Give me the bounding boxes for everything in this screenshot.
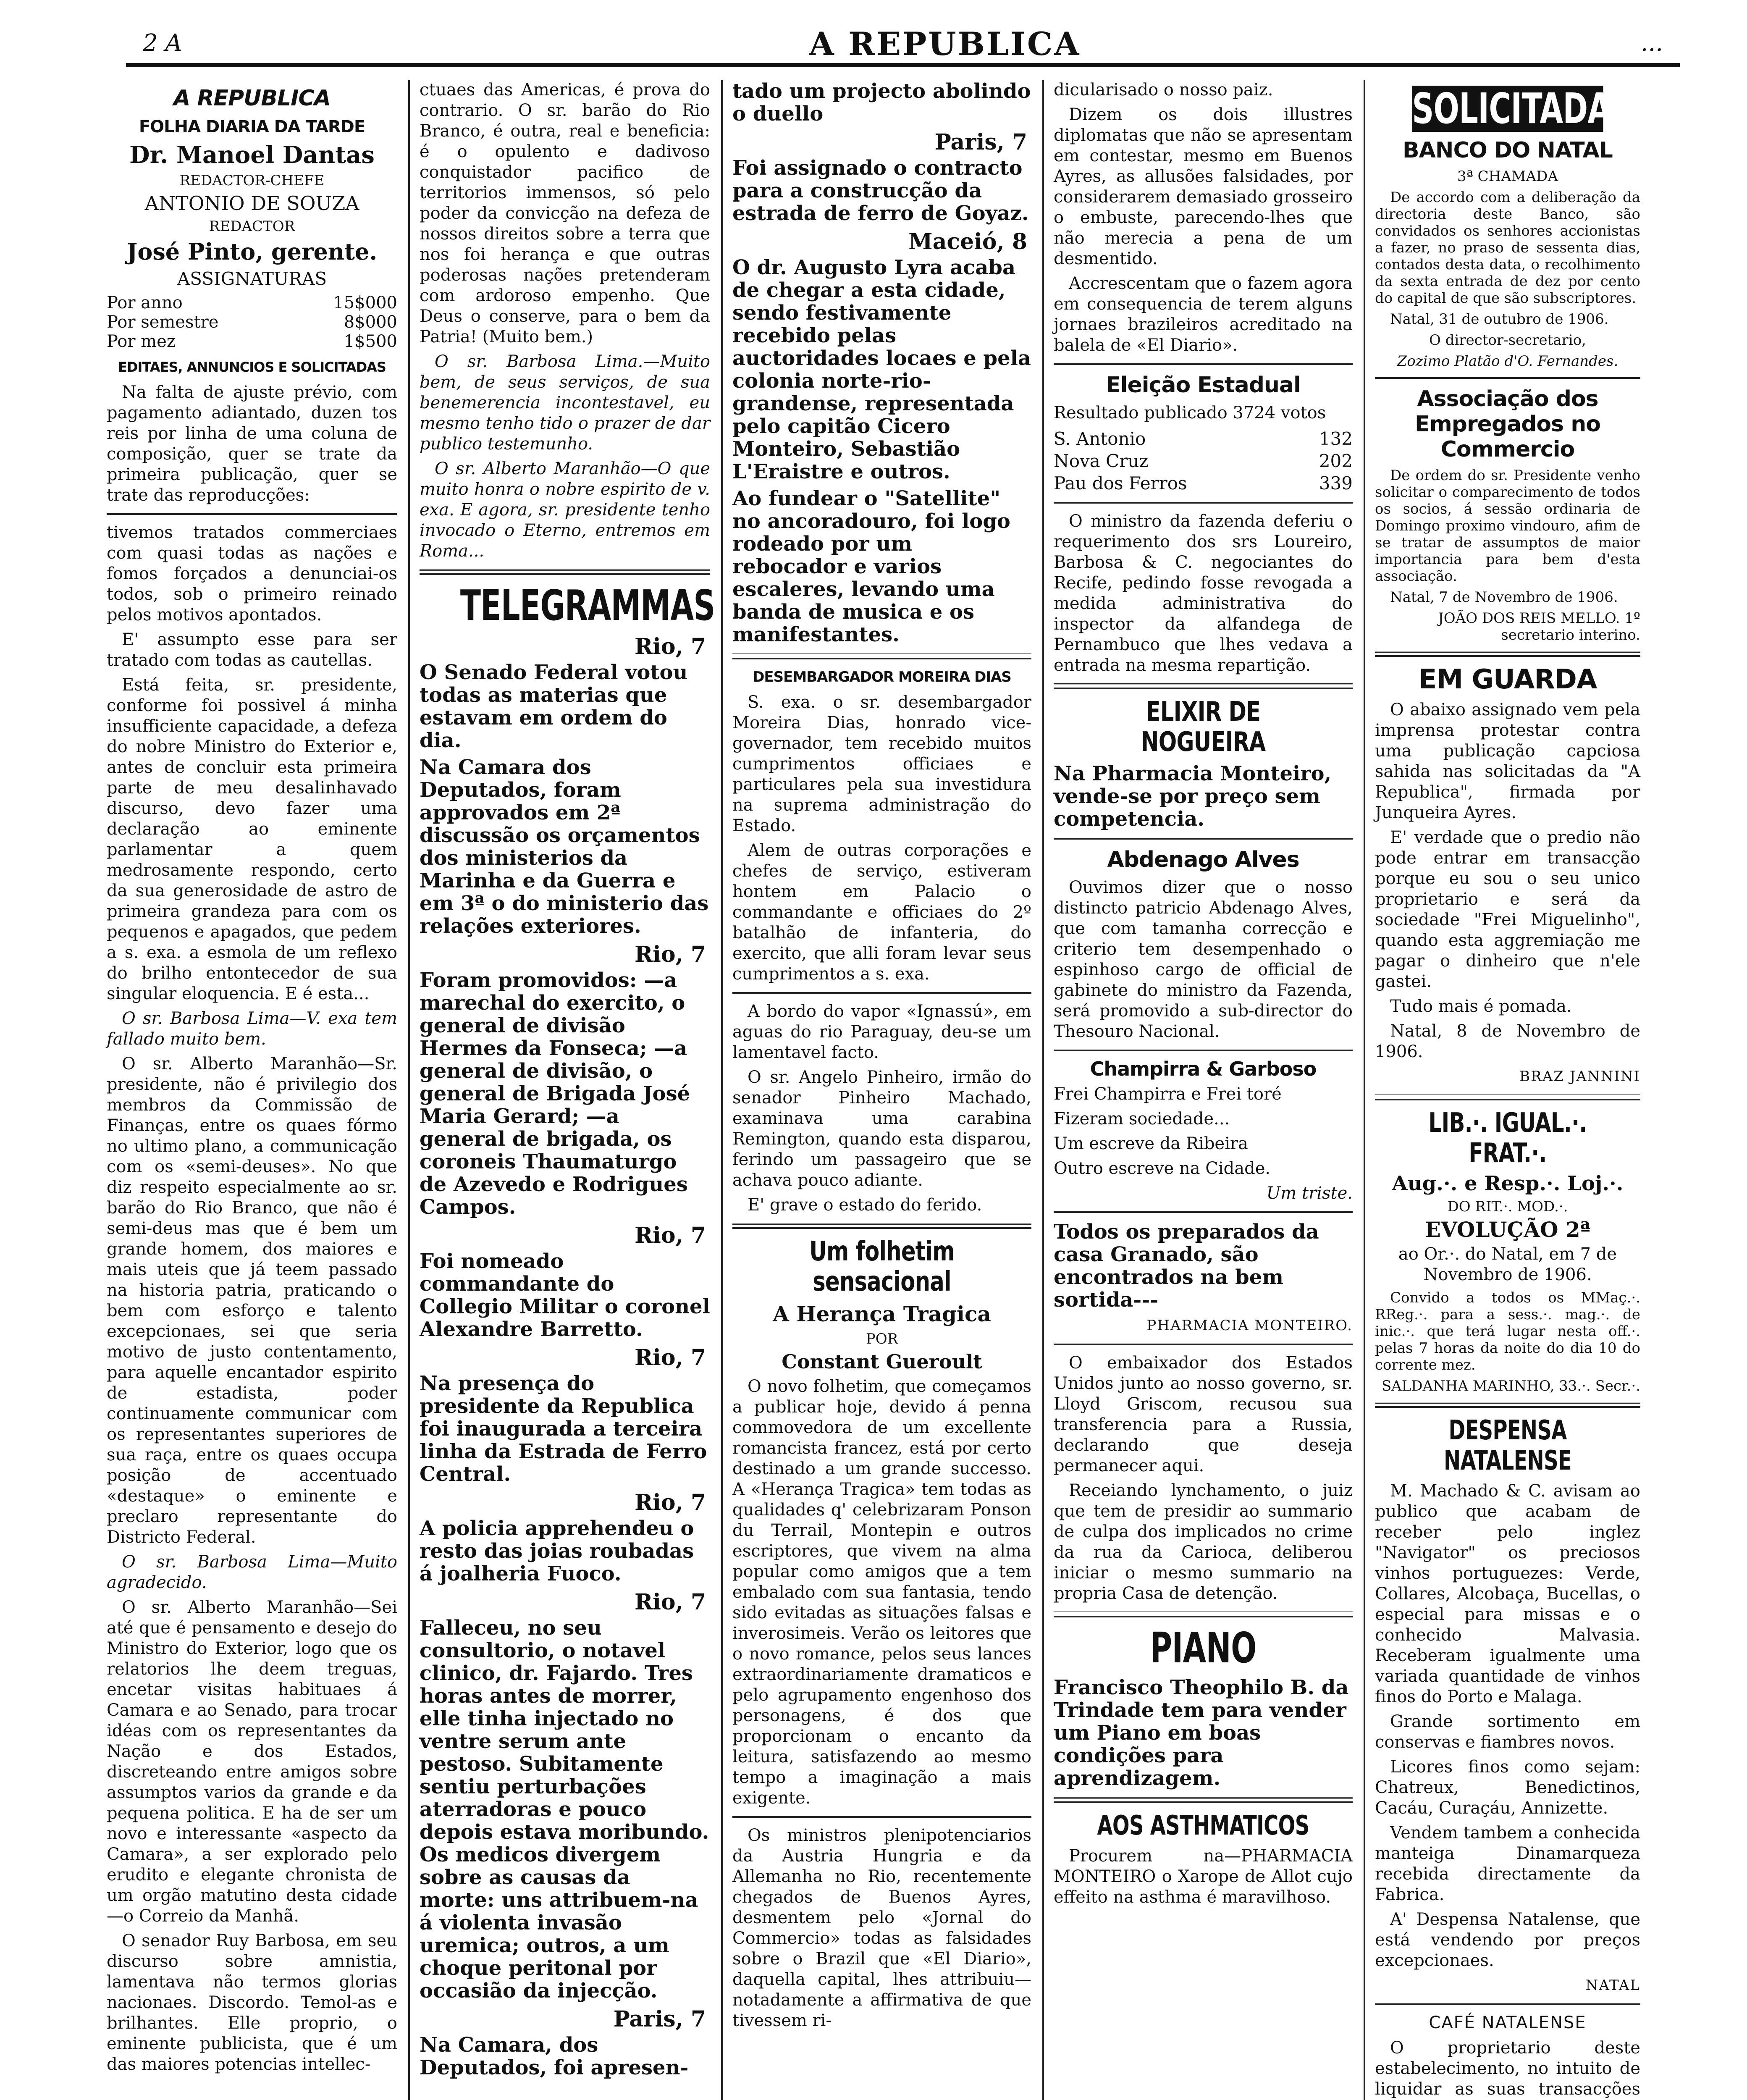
column-rule [721, 80, 723, 2100]
banco-signature: Zozimo Platão d'O. Fernandes. [1397, 353, 1618, 370]
telegrams-title: TELEGRAMMAS [460, 581, 715, 630]
divider [1054, 1344, 1353, 1345]
column-rule [408, 80, 410, 2100]
guarda-signature: BRAZ JANNINI [1519, 1068, 1640, 1085]
article-paragraph: O sr. Barbosa Lima.—Muito bem, de seus serviços, de sua benemerencia incontestavel, eu mesmo tenho tido o prazer de dar publico testemunho. [420, 352, 710, 454]
article-paragraph: Tudo mais é pomada. [1390, 997, 1572, 1016]
divider [1054, 1050, 1353, 1051]
column-4 [1048, 80, 1359, 2100]
telegram-place: Rio, 7 [634, 942, 706, 967]
editor-role: REDACTOR [209, 218, 295, 235]
evolucao-signature: SALDANHA MARINHO, 33.·. Secr.·. [1381, 1378, 1640, 1394]
telegram-text: O dr. Augusto Lyra acaba de chegar a esta cidade, sendo festivamente recebido pelas auctoridades locaes e pela colonia norte-rio-grandense, representada pelo capitão Cicero Monteiro, Sebastião L'Eraistre e outros. [732, 256, 1031, 483]
eleicao-intro: Resultado publicado 3724 votos [1054, 403, 1326, 423]
chamada-label: 3ª CHAMADA [1457, 168, 1558, 185]
article-paragraph: E' grave o estado do ferido. [748, 1195, 982, 1215]
column-3 [727, 80, 1037, 2100]
article-paragraph: O sr. Angelo Pinheiro, irmão do senador Pinheiro Machado, examinava uma carabina Remington, quando esta disparou, ferindo um passageiro que se achava pouco adiante. [732, 1068, 1031, 1190]
divider [732, 992, 1031, 994]
poem [1054, 1084, 1353, 1179]
telegram-text: A policia apprehendeu o resto das joias roubadas á joalheria Fuoco. [420, 1517, 694, 1586]
article-paragraph: O sr. Alberto Maranhão—Sr. presidente, não é privilegio dos membros da Commissão de Finanças, entre os quaes fórmo no ultimo plano, a communicação com os «semi-deuses». No que diz respeito especialmente ao sr. barão do Rio Branco, que não é semi-deus mas que é bem um grande homem, dos maiores e mais uteis que já teem passado na historia patria, praticando o bem com esforço e talento excepcionaes, sei que seria motivo de justo contentamento, para aquelle encantador espirito de estadista, poder continuamente communicar com os representantes superiores de sua raça, entre os quaes occupa posição de accentuado «destaque» o eminente e preclaro representante do Districto Federal. [107, 1054, 397, 1547]
elixir-text: Na Pharmacia Monteiro, vende-se por preço sem competencia. [1054, 762, 1332, 831]
asthma-title: AOS ASTHMATICOS [1097, 1810, 1309, 1841]
article-paragraph: tivemos tratados commerciaes com quasi todas as nações e fomos forçados a denunciai-os todos, sob o primeiro reinado pelos motivos apontados. [107, 523, 397, 625]
manager-name: José Pinto, gerente. [126, 238, 378, 265]
granado-text: Todos os preparados da casa Granado, são encontrados na bem sortida--- [1054, 1220, 1319, 1312]
article-paragraph: O sr. Alberto Maranhão—O que muito honra o nobre espirito de v. exa. E agora, sr. presidente tenho invocado o Eterno, entremos em Roma... [420, 459, 710, 561]
divider [1054, 683, 1353, 689]
folhetim-author: Constant Gueroult [782, 1350, 982, 1373]
telegram-place: Rio, 7 [634, 634, 706, 659]
poem-line: Um escreve da Ribeira [1054, 1134, 1248, 1153]
votes-row: Pau dos Ferros 339 [1054, 473, 1353, 494]
article-paragraph: ctuaes das Americas, é prova do contrario. O sr. barão do Rio Branco, é outra, real e beneficia: é o opulento e dadivoso conquistador pacifico de territorios immensos, só pelo poder da convicção na defeza de nossos direitos sobre a terra que nos foi herança e que outras poderosas nações pretenderam com ardoroso empenho. Que Deus o conserve, para o bem da Patria! (Muito bem.) [420, 80, 710, 346]
granado-signature: PHARMACIA MONTEIRO. [1146, 1317, 1353, 1334]
telegram-text: Foi assignado o contracto para a construcção da estrada de ferro de Goyaz. [732, 156, 1029, 225]
article-paragraph: Está feita, sr. presidente, conforme foi possivel á minha insufficiente capacidade, a defeza do nobre Ministro do Exterior e, antes de concluir esta primeira parte de meu desalinhavado discurso, devo fazer uma declaração ao eminente parlamentar a quem medrosamente respondo, certo da sua generosidade de astro de primeira grandeza para com os pequenos e apagados, que pedem a s. exa. a esmola de um reflexo do brilho entontecedor de sua singular eloquencia. E é esta... [107, 675, 397, 1003]
article-paragraph: Procurem na—PHARMACIA MONTEIRO o Xarope de Allot cujo effeito na asthma é maravilhoso. [1054, 1846, 1353, 1907]
telegram-place: Rio, 7 [634, 1589, 706, 1615]
divider [732, 654, 1031, 659]
article-paragraph: O sr. Barbosa Lima—V. exa tem fallado muito bem. [107, 1009, 397, 1049]
price-row: Por anno 15$000 [107, 293, 397, 312]
article-paragraph: O sr. Alberto Maranhão—Sei até que é pensamento e desejo do Ministro do Exterior, logo que os relatorios lhe deem treguas, encetar visitas habituaes á Camara e ao Senado, para trocar idéas com os representantes da Nação e dos Estados, discreteando entre amigos sobre assumptos varios da grande e da pequena politica. E ha de ser um novo e interessante «aspecto da Camara», a ser explorado pelo erudito e elegante chronista de um orgão matutino desta cidade—o Correio da Manhã. [107, 1598, 397, 1926]
associacao-date: Natal, 7 de Novembro de 1906. [1390, 589, 1618, 606]
article-paragraph: S. exa. o sr. desembargador Moreira Dias, honrado vice-governador, tem recebido muitos cumprimentos officiaes e particulares pela sua investidura na suprema administração do Estado. [732, 693, 1031, 835]
telegram-place: Rio, 7 [634, 1223, 706, 1248]
director-name: Dr. Manoel Dantas [129, 141, 375, 169]
director-role: REDACTOR-CHEFE [179, 172, 325, 189]
banco-text: De accordo com a deliberação da directoria deste Banco, são convidados os senhores accionistas a fazer, no praso de sessenta dias, contados desta data, o recolhimento da sexta entrada de dez por cento do capital de que são subscriptores. [1375, 189, 1640, 307]
divider [1375, 2003, 1640, 2005]
article-paragraph: O embaixador dos Estados Unidos junto ao nosso governo, sr. Lloyd Griscom, recusou sua transferencia para a Russia, declarando que deseja permanecer aqui. [1054, 1353, 1353, 1475]
article-paragraph: dicularisado o nosso paiz. [1054, 80, 1273, 100]
article-paragraph: O ministro da fazenda deferiu o requerimento dos srs Loureiro, Barbosa & C. negociantes do Recife, pedindo fosse revogada a medida administrativa do inspector da alfandega de Pernambuco que lhes vedava a entrada na mesma repartição. [1054, 512, 1353, 675]
divider [1054, 1211, 1353, 1213]
editor-name: ANTONIO DE SOUZA [144, 192, 359, 215]
poem-line: Outro escreve na Cidade. [1054, 1159, 1271, 1178]
banco-title: BANCO DO NATAL [1403, 138, 1613, 163]
article-paragraph: A bordo do vapor «Ignassú», em aguas do rio Paraguay, deu-se um lamentavel facto. [732, 1002, 1031, 1062]
divider [420, 569, 710, 575]
article-paragraph: E' assumpto esse para ser tratado com todas as cautellas. [107, 630, 397, 670]
associacao-signature: JOÃO DOS REIS MELLO. 1º secretario interino. [1438, 610, 1640, 643]
header-right-text: ... [1640, 29, 1663, 57]
divider [1375, 1402, 1640, 1408]
divider [732, 1223, 1031, 1229]
abdenago-title: Abdenago Alves [1107, 847, 1299, 872]
evolucao-notice: Convido a todos os MMaç.·. RReg.·. para a sess.·. mag.·. de inic.·. que terá lugar nesta off.·. pelas 7 horas da noite do dia 10 do corrente mez. [1375, 1289, 1640, 1373]
telegram-text: Foi nomeado commandante do Collegio Militar o coronel Alexandre Barretto. [420, 1250, 710, 1341]
article-paragraph: A' Despensa Natalense, que está vendendo por preços excepcionaes. [1375, 1910, 1640, 1970]
votes-table [1054, 428, 1353, 494]
article-paragraph: Accrescentam que o fazem agora em consequencia de terem alguns jornaes brazileiros acreditado na balela de «El Diario». [1054, 274, 1353, 355]
article-paragraph: Vendem tambem a conhecida manteiga Dinamarqueza recebida directamente da Fabrica. [1375, 1823, 1640, 1904]
telegram-text: tado um projecto abolindo o duello [732, 80, 1031, 126]
piano-text: Francisco Theophilo B. da Trindade tem para vender um Piano em boas condições para aprendizagem. [1054, 1676, 1349, 1790]
votes-row: S. Antonio 132 [1054, 428, 1353, 449]
telegram-text: Na Camara, dos Deputados, foi apresen- [420, 2033, 689, 2079]
telegram-text: Na Camara dos Deputados, foram approvados em 2ª discussão os orçamentos dos ministerios da Marinha e da Guerra e em 3ª o do ministerio das relações exteriores. [420, 756, 709, 938]
divider [1054, 1612, 1353, 1617]
subscription-prices [107, 293, 397, 351]
poem-line: Fizeram sociedade... [1054, 1109, 1230, 1129]
article-paragraph: E' verdade que o predio não pode entrar em transacção porque eu sou o seu unico proprietario e será da sociedade "Frei Miguelinho", quando esta aggremiação me pagar o dinheiro que n'ele gastei. [1375, 828, 1640, 991]
divider [1375, 1095, 1640, 1100]
eleicao-title: Eleição Estadual [1106, 373, 1301, 398]
loja-title: Aug.·. e Resp.·. Loj.·. [1392, 1172, 1624, 1195]
masthead: A REPUBLICA [173, 86, 331, 111]
article-paragraph: O senador Ruy Barbosa, em seu discurso sobre amnistia, lamentava não termos glorias nacionaes. Discordo. Temol-as e brilhantes. Elle proprio, o eminente publicista, que é um das maiores potencias intellec- [107, 1931, 397, 2074]
poem-signature: Um triste. [1266, 1184, 1353, 1203]
article-paragraph: Receiando lynchamento, o juiz que tem de presidir ao summario de culpa dos implicados no crime da rua da Carioca, deliberou iniciar o mesmo summario na propria Casa de detenção. [1054, 1481, 1353, 1603]
divider [732, 1816, 1031, 1818]
champirra-title: Champirra & Garboso [1090, 1058, 1317, 1080]
divider [1054, 363, 1353, 365]
ads-title: EDITAES, ANNUNCIOS E SOLICITADAS [118, 359, 386, 375]
telegram-place: Paris, 7 [934, 129, 1027, 155]
telegram-text: Falleceu, no seu consultorio, o notavel clinico, dr. Fajardo. Tres horas antes de morrer, elle tinha injectado no ventre serum ante pestoso. Subitamente sentiu perturbações aterradoras e pouco depois estava moribundo. Os medicos divergem sobre as causas da morte: uns attribuem-na á violenta invasão uremica; outros, a um choque peritonal por occasião da injecção. [420, 1616, 709, 2003]
divider [1375, 377, 1640, 379]
divider [107, 513, 397, 515]
newspaper-title: A REPUBLICA [809, 25, 1081, 63]
article-paragraph: Ouvimos dizer que o nosso distincto patricio Abdenago Alves, que com tamanha correcção e criterio tem desempenhado o espinhoso cargo de official de gabinete do ministro da Fazenda, será promovido a sub-director do Thesouro Nacional. [1054, 878, 1353, 1041]
divider [1054, 838, 1353, 840]
page-number: 2 A [143, 29, 182, 57]
article-paragraph: Os ministros plenipotenciarios da Austria Hungria e da Allemanha no Rio, recentemente chegados de Buenos Ayres, desmentem pelo «Jornal do Commercio» todas as falsidades sobre o Brazil que «El Diario», daquella capital, lhes attribuiu—notadamente a affirmativa de que tivessem ri- [732, 1826, 1031, 2030]
evolucao-text: ao Or.·. do Natal, em 7 de Novembro de 1906. [1398, 1244, 1617, 1284]
article-paragraph: Grande sortimento em conservas e fiambres novos. [1375, 1712, 1640, 1752]
lib-igual-frat-title: LIB.·. IGUAL.·. FRAT.·. [1428, 1108, 1587, 1169]
telegram-place: Rio, 7 [634, 1490, 706, 1515]
banco-secretary: O director-secretario, [1429, 332, 1586, 349]
article-paragraph: Dizem os dois illustres diplomatas que não se apresentam em contestar, mesmo em Buenos Ayres, as allusões falsidades, por considerarem demasiado grosseiro o embuste, parecendo-lhes que não merecia a pena de um desmentido. [1054, 105, 1353, 268]
rito-label: DO RIT.·. MOD.·. [1447, 1198, 1568, 1215]
despensa-signature: NATAL [1585, 1977, 1640, 1994]
banco-date: Natal, 31 de outubro de 1906. [1390, 311, 1609, 328]
telegram-text: Foram promovidos: —a marechal do exercito, o general de divisão Hermes da Fonseca; —a general de divisão, o general de Brigada José Maria Gerard; —a general de brigada, os coroneis Thaumaturgo de Azevedo e Rodrigues Campos. [420, 969, 690, 1219]
poem-line: Frei Champirra e Frei toré [1054, 1084, 1282, 1104]
column-5 [1369, 80, 1646, 2100]
divider [1375, 651, 1640, 657]
column-rule [1364, 80, 1365, 2100]
article-paragraph: O novo folhetim, que começamos a publicar hoje, devido á penna commovedora de um excellente romancista francez, está por certo destinado a um grande successo. A «Herança Tragica» tem todas as qualidades q' celebrizaram Ponson du Terrail, Montepin e outros escriptores, que vivem na alma popular como amigos que a tem embalado com sua fantasia, tendo sido evitadas as situações falsas e inverosimeis. Verão os leitores que o novo romance, pelos seus lances extraordinariamente dramaticos e pelo agrupamento engenhoso dos personagens, é dos que proporcionam o encanto da leitura, satisfazendo ao mesmo tempo a imaginação a mais exigente. [732, 1377, 1031, 1808]
elixir-title: ELIXIR DE NOGUEIRA [1141, 696, 1266, 758]
cafe-title: CAFÉ NATALENSE [1429, 2013, 1587, 2032]
despensa-title: DESPENSA NATALENSE [1444, 1415, 1571, 1476]
ads-text: Na falta de ajuste prévio, com pagamento adiantado, duzen tos reis por linha de uma coluna de composição, quer se trate da primeira publicação, quer se trate das reproducções: [107, 383, 397, 505]
subscriptions-title: ASSIGNATURAS [177, 268, 327, 289]
divider [1054, 1797, 1353, 1803]
evolucao-title: EVOLUÇÃO 2ª [1424, 1217, 1591, 1242]
masthead-subtitle: FOLHA DIARIA DA TARDE [139, 117, 365, 136]
article-paragraph: O sr. Barbosa Lima—Muito agradecido. [107, 1552, 397, 1592]
telegram-place: Paris, 7 [613, 2006, 706, 2032]
em-guarda-title: EM GUARDA [1418, 664, 1597, 695]
piano-title: PIANO [1150, 1623, 1256, 1672]
page-header [126, 25, 1680, 67]
associacao-title: Associação dos Empregados no Commercio [1415, 386, 1600, 462]
price-row: Por semestre 8$000 [107, 312, 397, 332]
folhetim-por: POR [866, 1331, 898, 1347]
votes-row: Nova Cruz 202 [1054, 451, 1353, 471]
telegram-text: O Senado Federal votou todas as materias que estavam em ordem do dia. [420, 661, 688, 752]
article-paragraph: M. Machado & C. avisam ao publico que acabam de receber pelo inglez "Navigator" os preciosos vinhos portuguezes: Verde, Collares, Alcobaça, Bucellas, o especial para missas e o conhecido Malvasia. Receberam igualmente uma variada quantidade de vinhos finos do Porto e Malaga. [1375, 1481, 1640, 1706]
telegram-text: Na presença do presidente da Republica foi inaugurada a terceira linha da Estrada de Ferro Central. [420, 1372, 707, 1486]
article-paragraph: Alem de outras corporações e chefes de serviço, estiveram hontem em Palacio o commandante e officiaes do 2º batalhão de infanteria, do exercito, que alli foram levar seus cumprimentos a s. exa. [732, 841, 1031, 984]
telegram-place: Maceió, 8 [908, 229, 1027, 255]
column-1 [101, 80, 403, 2100]
associacao-text: De ordem do sr. Presidente venho solicitar o comparecimento de todos os socios, á sessão ordinaria de Domingo proximo vindouro, afim de se tratar de assumptos de maior importancia para bem d'esta associação. [1375, 467, 1640, 585]
desembargador-title: DESEMBARGADOR MOREIRA DIAS [753, 669, 1011, 685]
telegram-place: Rio, 7 [634, 1345, 706, 1370]
telegram-text: Ao fundear o "Satellite" no ancoradouro, foi logo rodeado por um rebocador e varios escaleres, levando uma banda de musica e os manifestantes. [732, 487, 1010, 646]
article-paragraph: O proprietario deste estabelecimento, no intuito de liquidar as suas transacções [1375, 2038, 1640, 2099]
article-paragraph: Licores finos como sejam: Chatreux, Benedictinos, Cacáu, Curaçáu, Annizette. [1375, 1757, 1640, 1818]
article-paragraph: Natal, 8 de Novembro de 1906. [1375, 1021, 1640, 1061]
article-paragraph: O abaixo assignado vem pela imprensa protestar contra uma publicação capciosa sahida nas solicitadas da "A Republica", firmada por Junqueira Ayres. [1375, 700, 1640, 822]
price-row: Por mez 1$500 [107, 332, 397, 351]
solicitadas-title: SOLICITADAS [1412, 84, 1632, 133]
column-2 [414, 80, 716, 2100]
divider [1054, 502, 1353, 504]
folhetim-title: Um folhetim sensacional [809, 1236, 955, 1297]
folhetim-subtitle: A Herança Tragica [773, 1302, 991, 1326]
column-rule [1042, 80, 1044, 2100]
